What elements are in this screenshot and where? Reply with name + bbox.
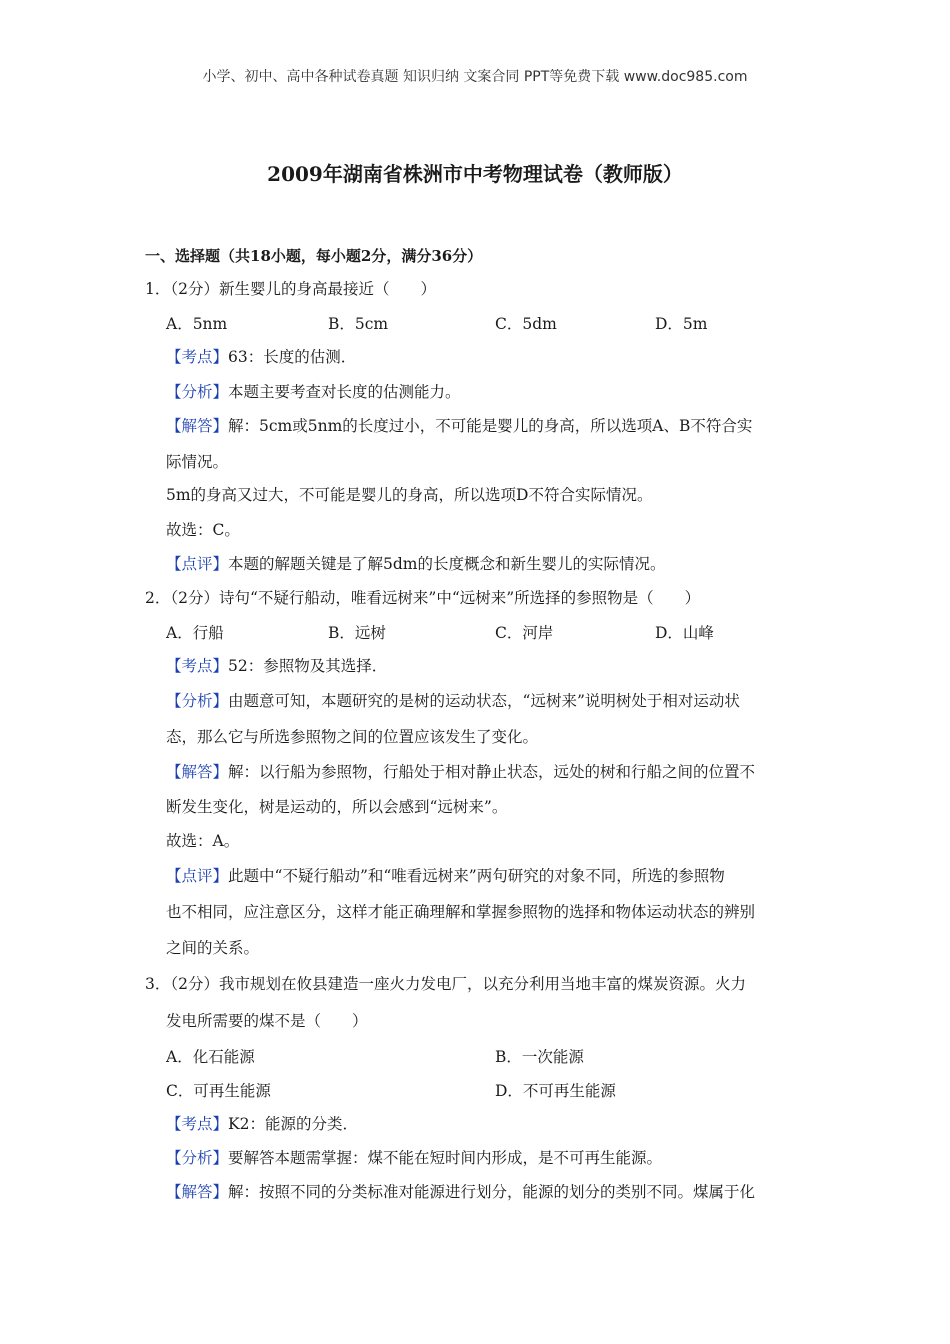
- q2-jieda: 【解答】解：以行船为参照物，行船处于相对静止状态，远处的树和行船之间的位置不: [166, 763, 756, 781]
- dianping-tag: 【点评】: [166, 555, 229, 573]
- q2-jieda-cont: 断发生变化，树是运动的，所以会感到“远树来”。: [166, 798, 508, 816]
- q2-dianping-cont: 也不相同，应注意区分，这样才能正确理解和掌握参照物的选择和物体运动状态的辨别: [166, 903, 756, 921]
- page-title: 2009年湖南省株洲市中考物理试卷（教师版）: [267, 162, 683, 186]
- q1-jieda-cont: 际情况。: [166, 453, 229, 471]
- question-3-stem-cont: 发电所需要的煤不是（ ）: [166, 1012, 368, 1030]
- question-2-stem: 2．（2分）诗句“不疑行船动，唯看远树来”中“远树来”所选择的参照物是（ ）: [145, 589, 701, 607]
- q1-option-b: B．5cm: [328, 315, 389, 333]
- q1-answer: 故选：C。: [166, 521, 240, 539]
- q2-option-c: C．河岸: [495, 624, 554, 642]
- q2-option-d: D．山峰: [655, 624, 714, 642]
- kaodian-tag: 【考点】: [166, 1115, 229, 1133]
- dianping-tag: 【点评】: [166, 867, 229, 885]
- q2-fenxi: 【分析】由题意可知，本题研究的是树的运动状态，“远树来”说明树处于相对运动状: [166, 692, 740, 710]
- jieda-tag: 【解答】: [166, 1183, 229, 1201]
- jieda-tag: 【解答】: [166, 763, 229, 781]
- question-3-stem: 3．（2分）我市规划在攸县建造一座火力发电厂，以充分利用当地丰富的煤炭资源。火力: [145, 975, 746, 993]
- q2-dianping: 【点评】此题中“不疑行船动”和“唯看远树来”两句研究的对象不同，所选的参照物: [166, 867, 725, 885]
- q2-dianping-cont: 之间的关系。: [166, 939, 260, 957]
- q1-option-c: C．5dm: [495, 315, 557, 333]
- q1-option-a: A．5nm: [166, 315, 228, 333]
- q3-fenxi: 【分析】要解答本题需掌握：煤不能在短时间内形成，是不可再生能源。: [166, 1149, 663, 1167]
- q1-option-d: D．5m: [655, 315, 708, 333]
- q3-option-b: B．一次能源: [495, 1048, 584, 1066]
- kaodian-tag: 【考点】: [166, 348, 229, 366]
- q2-answer: 故选：A。: [166, 832, 240, 850]
- q3-option-d: D．不可再生能源: [495, 1082, 616, 1100]
- q1-fenxi: 【分析】本题主要考查对长度的估测能力。: [166, 383, 461, 401]
- q3-kaodian: 【考点】K2：能源的分类．: [166, 1115, 358, 1133]
- fenxi-tag: 【分析】: [166, 1149, 229, 1167]
- q1-jieda-cont: 5m的身高又过大，不可能是婴儿的身高，所以选项D不符合实际情况。: [166, 486, 653, 504]
- jieda-tag: 【解答】: [166, 417, 229, 435]
- q3-option-a: A．化石能源: [166, 1048, 255, 1066]
- fenxi-tag: 【分析】: [166, 692, 229, 710]
- kaodian-tag: 【考点】: [166, 657, 229, 675]
- q2-option-b: B．远树: [328, 624, 386, 642]
- q3-jieda: 【解答】解：按照不同的分类标准对能源进行划分，能源的划分的类别不同。煤属于化: [166, 1183, 756, 1201]
- fenxi-tag: 【分析】: [166, 383, 229, 401]
- q1-dianping: 【点评】本题的解题关键是了解5dm的长度概念和新生婴儿的实际情况。: [166, 555, 666, 573]
- q1-kaodian: 【考点】63：长度的估测．: [166, 348, 357, 366]
- q3-option-c: C．可再生能源: [166, 1082, 271, 1100]
- q2-kaodian: 【考点】52：参照物及其选择．: [166, 657, 388, 675]
- page-header: 小学、初中、高中各种试卷真题 知识归纳 文案合同 PPT等免费下载 www.doc985.com: [202, 69, 748, 85]
- q2-fenxi-cont: 态，那么它与所选参照物之间的位置应该发生了变化。: [166, 728, 539, 746]
- q1-jieda: 【解答】解：5cm或5nm的长度过小，不可能是婴儿的身高，所以选项A、B不符合实: [166, 417, 753, 435]
- q2-option-a: A．行船: [166, 624, 224, 642]
- question-1-stem: 1．（2分）新生婴儿的身高最接近（ ）: [145, 280, 436, 298]
- section-heading: 一、选择题（共18小题，每小题2分，满分36分）: [145, 247, 483, 265]
